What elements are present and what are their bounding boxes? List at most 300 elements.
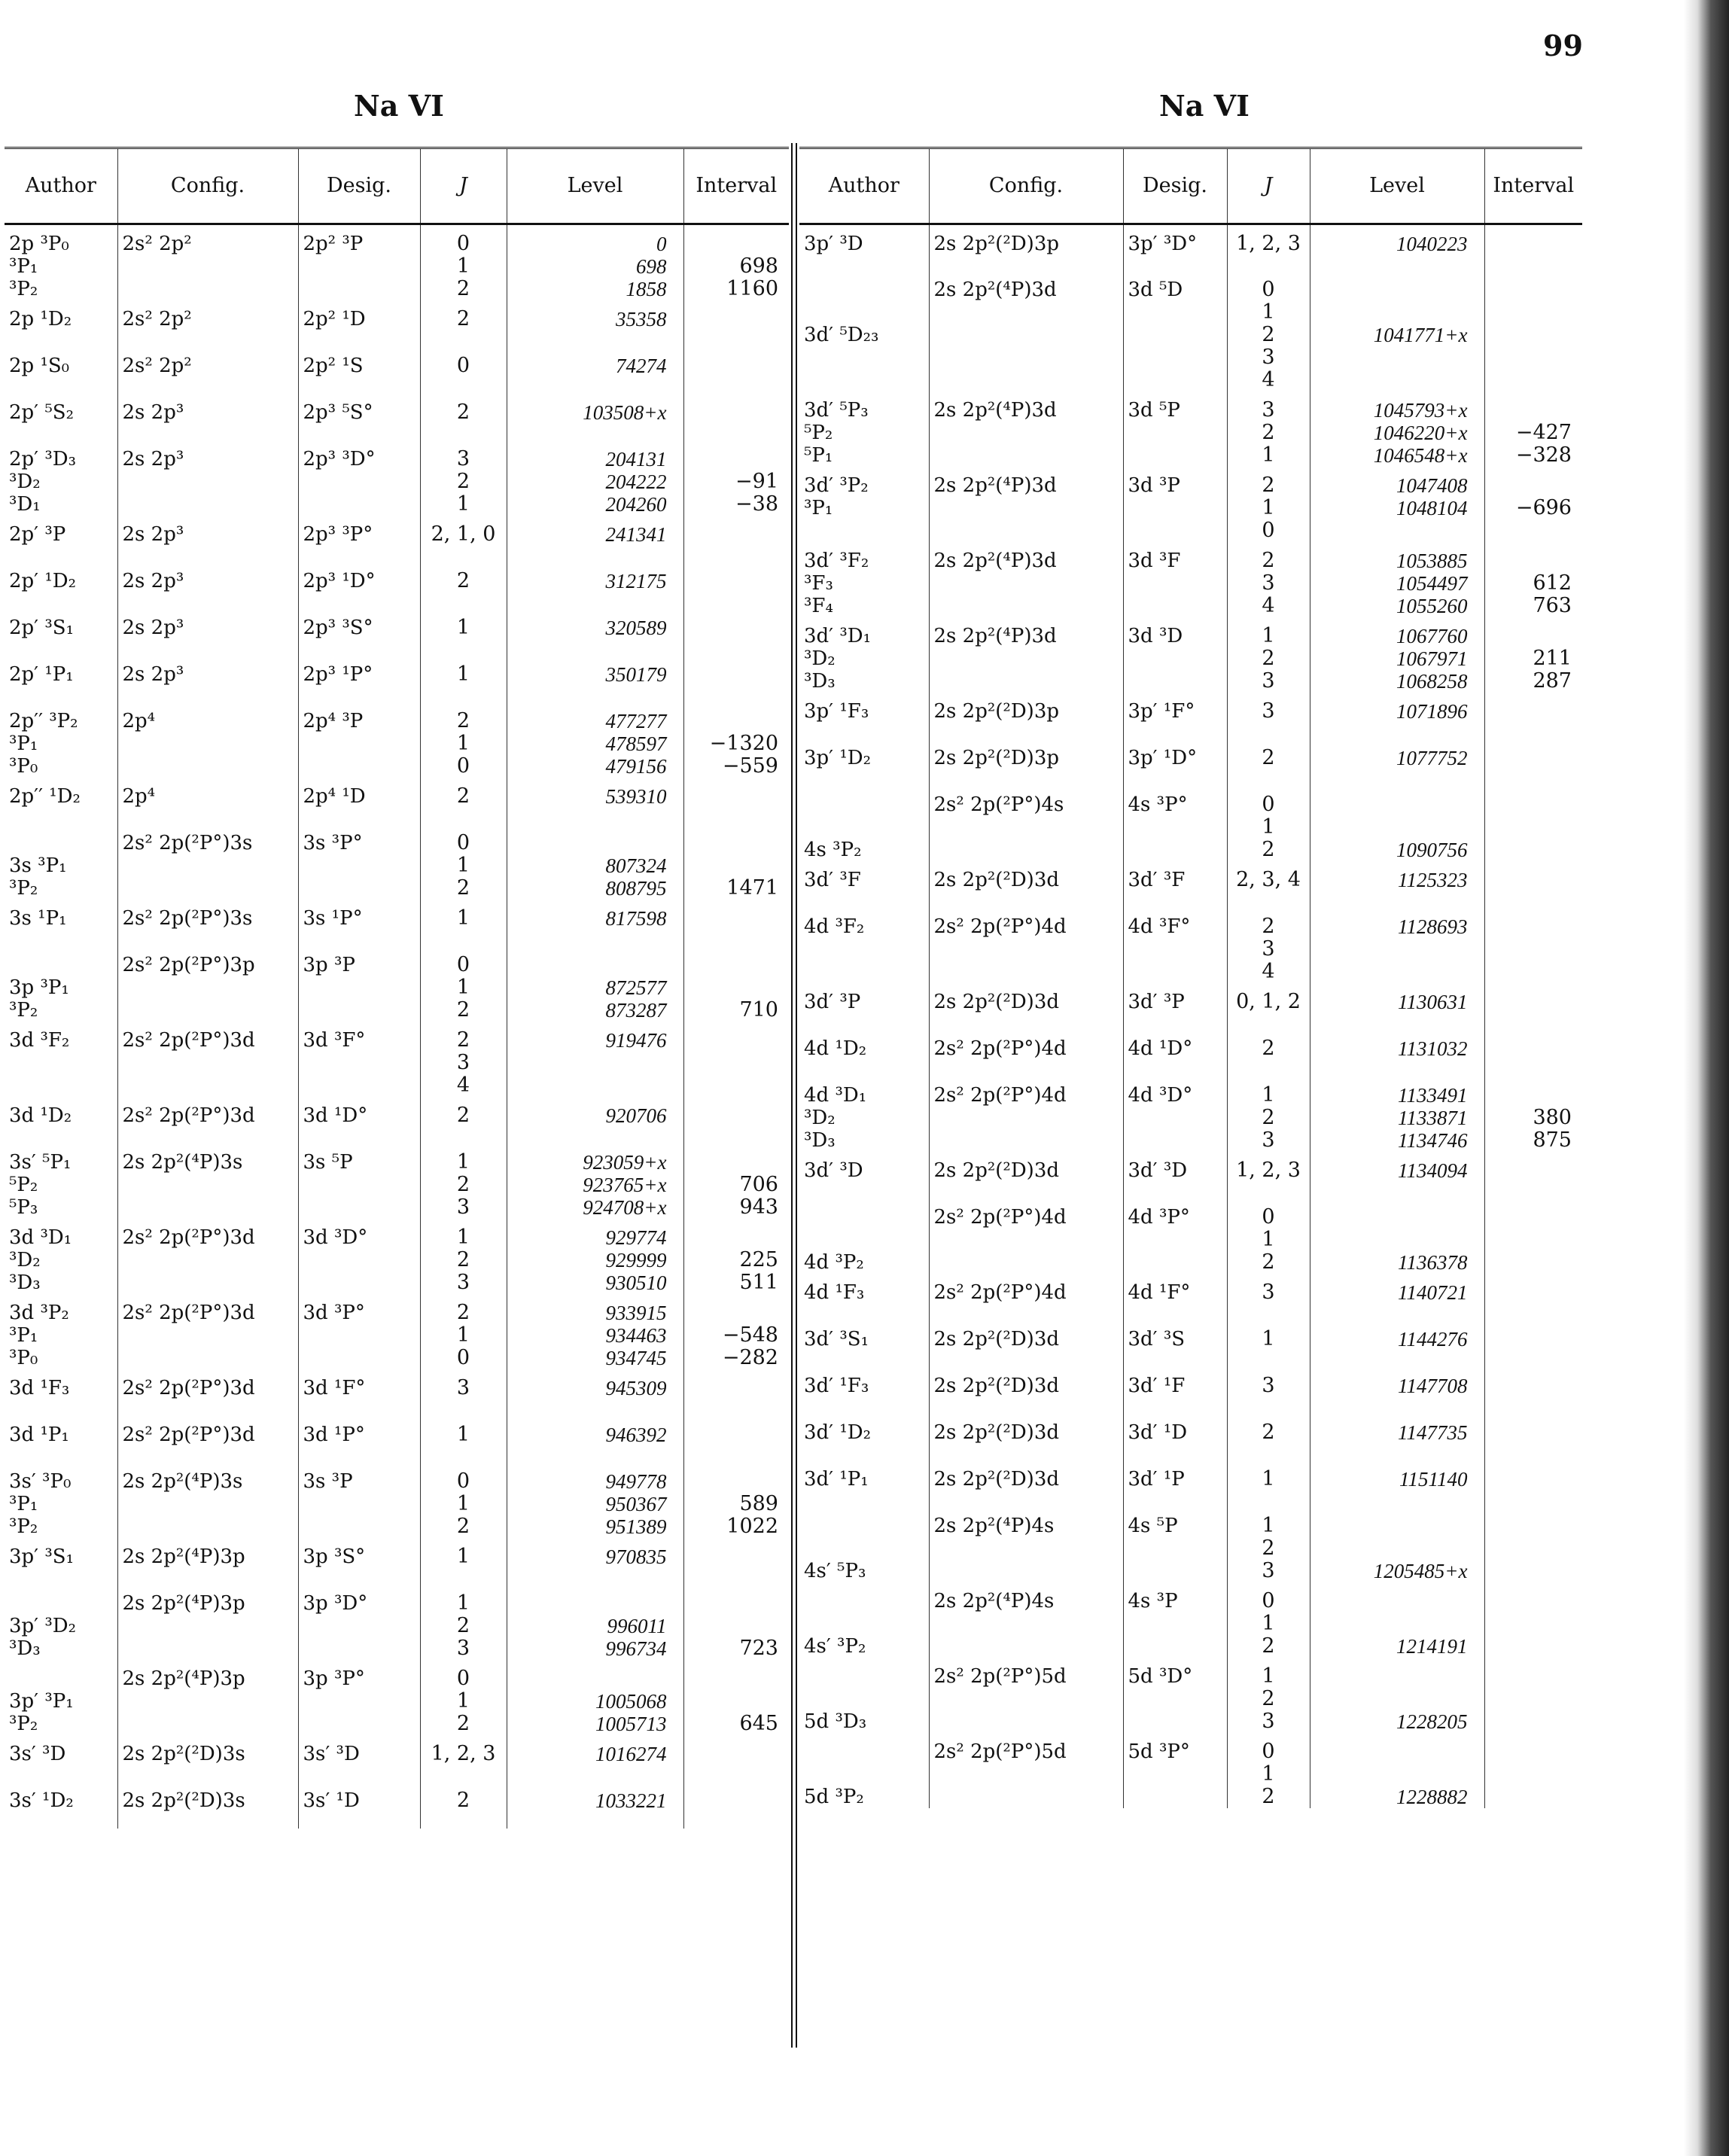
- cell-author: 3d′ ³D₁ ³D₂ ³D₃: [804, 624, 872, 693]
- cell-j: 2 1 0: [420, 702, 507, 778]
- cell-interval: [1484, 271, 1582, 391]
- cell-desig: 3d ³F: [1123, 542, 1227, 617]
- cell-level: 970835: [507, 1538, 683, 1585]
- cell-desig: 4s ³P: [1123, 1582, 1227, 1658]
- cell-j: 3 2 1: [420, 440, 507, 516]
- cell-interval: [683, 516, 789, 562]
- cell-interval: [683, 1735, 789, 1782]
- cell-config: 2s² 2p(²P°)5d: [929, 1733, 1123, 1808]
- cell-author: 3d ³P₂ ³P₁ ³P₀: [9, 1302, 69, 1369]
- cell-desig: 3s ¹P°: [298, 900, 420, 946]
- cell-interval: 710: [683, 946, 789, 1022]
- cell-level: 1214191: [1310, 1582, 1484, 1658]
- left-col-header-config: Config.: [117, 148, 298, 224]
- cell-interval: −91 −38: [683, 440, 789, 516]
- cell-interval: −427 −328: [1484, 391, 1582, 467]
- cell-level: 919476: [507, 1022, 683, 1097]
- left-col-header-level: Level: [507, 148, 683, 224]
- cell-j: 1: [1227, 1460, 1310, 1507]
- cell-author: 3s′ ¹D₂: [9, 1789, 74, 1812]
- cell-desig: 2p³ ³D°: [298, 440, 420, 516]
- cell-interval: −1320 −559: [683, 702, 789, 778]
- cell-author: 2p′ ³P: [9, 523, 66, 546]
- cell-author: 3p′ ³D: [804, 233, 863, 255]
- cell-j: 1 2 3: [1227, 1507, 1310, 1582]
- cell-config: 2s 2p³: [117, 516, 298, 562]
- cell-interval: 589 1022: [683, 1463, 789, 1538]
- cell-desig: 4s ⁵P: [1123, 1507, 1227, 1582]
- cell-level: 1047408 1048104: [1310, 467, 1484, 542]
- cell-config: 2s² 2p²: [117, 224, 298, 301]
- cell-interval: 211 287: [1484, 617, 1582, 693]
- cell-level: 35358: [507, 300, 683, 347]
- cell-level: 996011 996734: [507, 1585, 683, 1660]
- cell-author: 3d′ ³F: [804, 868, 861, 891]
- cell-level: 241341: [507, 516, 683, 562]
- table-row: [5, 1416, 789, 1463]
- cell-author: 3d ¹P₁: [9, 1424, 69, 1446]
- scan-edge-shadow: [1684, 0, 1729, 2156]
- cell-author: 3s′ ⁵P₁ ⁵P₂ ⁵P₃: [9, 1151, 72, 1219]
- cell-config: 2s 2p²(²D)3s: [117, 1735, 298, 1782]
- cell-interval: [683, 1782, 789, 1829]
- cell-desig: 3d ⁵P: [1123, 391, 1227, 467]
- cell-interval: [1484, 693, 1582, 739]
- table-row: [5, 778, 789, 824]
- cell-interval: 225 511: [683, 1219, 789, 1294]
- cell-level: 1228882: [1310, 1733, 1484, 1808]
- cell-j: 1: [420, 900, 507, 946]
- cell-desig: 3d ¹P°: [298, 1416, 420, 1463]
- cell-author: 4d ³P₂: [804, 1250, 864, 1274]
- table-row: [5, 516, 789, 562]
- cell-j: 1: [420, 656, 507, 702]
- cell-config: 2s² 2p²: [117, 300, 298, 347]
- cell-interval: [1484, 908, 1582, 983]
- table-row: [5, 1735, 789, 1782]
- cell-interval: 706 943: [683, 1143, 789, 1219]
- cell-desig: 2p² ¹D: [298, 300, 420, 347]
- right-col-header-config: Config.: [929, 148, 1123, 224]
- table-row: [799, 1658, 1582, 1733]
- cell-j: 1: [420, 1538, 507, 1585]
- cell-author: 3d′ ³P: [804, 990, 861, 1013]
- cell-j: 2: [420, 1097, 507, 1143]
- cell-config: 2s 2p²(⁴P)3d: [929, 542, 1123, 617]
- cell-desig: 2p³ ⁵S°: [298, 394, 420, 440]
- cell-level: 1128693: [1310, 908, 1484, 983]
- cell-desig: 4d ³P°: [1123, 1198, 1227, 1274]
- cell-config: 2s 2p²(⁴P)3d: [929, 617, 1123, 693]
- cell-author: 2p ¹D₂: [9, 308, 72, 330]
- cell-j: 1: [420, 609, 507, 656]
- cell-desig: 3s ⁵P: [298, 1143, 420, 1219]
- cell-config: 2s² 2p(²P°)4d: [929, 1030, 1123, 1076]
- table-row: [799, 786, 1582, 861]
- cell-desig: 3p′ ³D°: [1123, 224, 1227, 271]
- table-row: [5, 1585, 789, 1660]
- cell-level: 872577 873287: [507, 946, 683, 1022]
- cell-config: 2s² 2p(²P°)3d: [117, 1369, 298, 1416]
- cell-author: 2p′ ³D₃ ³D₂ ³D₁: [9, 448, 77, 516]
- cell-desig: 3s′ ¹D: [298, 1782, 420, 1829]
- cell-desig: 3d ³F°: [298, 1022, 420, 1097]
- cell-desig: 3d′ ³S: [1123, 1320, 1227, 1367]
- cell-j: 0 1 2: [1227, 1733, 1310, 1808]
- cell-level: 1040223: [1310, 224, 1484, 271]
- cell-author: 2p′′ ¹D₂: [9, 785, 81, 808]
- table-row: [799, 1507, 1582, 1582]
- cell-j: 2 1 0: [420, 1294, 507, 1369]
- cell-level: 1147708: [1310, 1367, 1484, 1414]
- table-row: [799, 1198, 1582, 1274]
- left-col-header-j: J: [420, 148, 507, 224]
- cell-config: 2p⁴: [117, 702, 298, 778]
- cell-level: 946392: [507, 1416, 683, 1463]
- cell-author: 3s′ ³P₀ ³P₁ ³P₂: [9, 1470, 72, 1538]
- cell-level: 1151140: [1310, 1460, 1484, 1507]
- table-row: [5, 946, 789, 1022]
- cell-interval: [1484, 1152, 1582, 1198]
- cell-desig: 3p ³P°: [298, 1660, 420, 1735]
- cell-desig: 3d ³P°: [298, 1294, 420, 1369]
- cell-config: 2s² 2p(²P°)4d: [929, 908, 1123, 983]
- cell-j: 2: [420, 300, 507, 347]
- cell-interval: 645: [683, 1660, 789, 1735]
- cell-desig: 2p³ ³S°: [298, 609, 420, 656]
- cell-j: 2: [1227, 739, 1310, 786]
- cell-config: 2s 2p²(⁴P)3d: [929, 271, 1123, 391]
- cell-j: 0 1 2: [1227, 786, 1310, 861]
- cell-interval: 612 763: [1484, 542, 1582, 617]
- cell-j: 1, 2, 3: [1227, 224, 1310, 271]
- cell-author: 3s ¹P₁: [9, 907, 67, 930]
- cell-config: 2s² 2p(²P°)3d: [117, 1416, 298, 1463]
- cell-author: 4s′ ⁵P₃: [804, 1559, 866, 1582]
- cell-level: 1136378: [1310, 1198, 1484, 1274]
- cell-level: 1067760 1067971 1068258: [1310, 617, 1484, 693]
- table-row: [799, 908, 1582, 983]
- cell-config: 2s 2p³: [117, 440, 298, 516]
- cell-author: 4d ¹D₂: [804, 1037, 867, 1060]
- cell-desig: 2p² ³P: [298, 224, 420, 301]
- table-row: [799, 1030, 1582, 1076]
- cell-desig: 3p ³D°: [298, 1585, 420, 1660]
- cell-desig: 3p ³S°: [298, 1538, 420, 1585]
- cell-desig: 3s′ ³D: [298, 1735, 420, 1782]
- cell-level: 1077752: [1310, 739, 1484, 786]
- table-row: [5, 656, 789, 702]
- cell-interval: [683, 900, 789, 946]
- table-row: [5, 1143, 789, 1219]
- cell-config: 2s 2p²(⁴P)3s: [117, 1463, 298, 1538]
- table-row: [799, 617, 1582, 693]
- table-row: [799, 271, 1582, 391]
- cell-interval: [1484, 739, 1582, 786]
- cell-j: 2: [420, 562, 507, 609]
- cell-j: 1, 2, 3: [420, 1735, 507, 1782]
- cell-j: 2: [1227, 1030, 1310, 1076]
- cell-level: 945309: [507, 1369, 683, 1416]
- cell-config: 2s² 2p(²P°)3d: [117, 1097, 298, 1143]
- left-col-header-interval: Interval: [683, 148, 789, 224]
- cell-j: 0 1 2 3 4: [1227, 271, 1310, 391]
- cell-author: 5d ³P₂: [804, 1785, 864, 1808]
- table-row: [5, 1538, 789, 1585]
- cell-j: 2 3 4: [420, 1022, 507, 1097]
- table-row: [5, 1219, 789, 1294]
- table-row: [5, 562, 789, 609]
- table-row: [799, 1460, 1582, 1507]
- cell-interval: −548 −282: [683, 1294, 789, 1369]
- cell-j: 0 1 2: [420, 946, 507, 1022]
- page-number: 99: [1543, 29, 1583, 62]
- cell-level: 949778 950367 951389: [507, 1463, 683, 1538]
- cell-interval: [683, 1369, 789, 1416]
- cell-config: 2s 2p²(²D)3d: [929, 983, 1123, 1030]
- table-row: [799, 693, 1582, 739]
- cell-config: 2s 2p²(²D)3p: [929, 739, 1123, 786]
- table-row: [799, 467, 1582, 542]
- cell-author: 2p′ ⁵S₂: [9, 401, 75, 424]
- cell-level: 1130631: [1310, 983, 1484, 1030]
- cell-config: 2s 2p²(²D)3d: [929, 1152, 1123, 1198]
- cell-desig: 2p⁴ ³P: [298, 702, 420, 778]
- cell-config: 2s² 2p(²P°)4d: [929, 1274, 1123, 1320]
- cell-config: 2s 2p²(²D)3p: [929, 693, 1123, 739]
- table-row: [799, 739, 1582, 786]
- table-row: [799, 1274, 1582, 1320]
- cell-author: 3p′ ¹F₃: [804, 699, 869, 723]
- table-row: [799, 224, 1582, 271]
- table-row: [5, 1660, 789, 1735]
- cell-desig: 4d ¹F°: [1123, 1274, 1227, 1320]
- cell-desig: 3p′ ¹F°: [1123, 693, 1227, 739]
- cell-j: 3: [1227, 693, 1310, 739]
- cell-config: 2s² 2p²: [117, 347, 298, 394]
- table-row: [799, 1152, 1582, 1198]
- left-table-container: [5, 147, 789, 1829]
- page-title-left: Na VI: [354, 89, 444, 123]
- cell-j: 1 2 3: [1227, 1658, 1310, 1733]
- cell-config: 2s 2p²(²D)3d: [929, 1367, 1123, 1414]
- cell-desig: 4d ¹D°: [1123, 1030, 1227, 1076]
- table-row: [799, 1076, 1582, 1152]
- cell-level: 817598: [507, 900, 683, 946]
- cell-author: 4s′ ³P₂: [804, 1634, 866, 1658]
- cell-j: 2: [420, 778, 507, 824]
- cell-level: 539310: [507, 778, 683, 824]
- cell-interval: [1484, 786, 1582, 861]
- right-col-header-j: J: [1227, 148, 1310, 224]
- cell-j: 3 2 1: [1227, 391, 1310, 467]
- cell-author: 4d ¹F₃: [804, 1281, 865, 1304]
- cell-config: 2s² 2p(²P°)3d: [117, 1022, 298, 1097]
- cell-config: 2s² 2p(²P°)4d: [929, 1198, 1123, 1274]
- cell-config: 2s² 2p(²P°)3d: [117, 1294, 298, 1369]
- cell-config: 2s 2p³: [117, 562, 298, 609]
- left-col-header-author: Author: [5, 148, 117, 224]
- cell-interval: [683, 347, 789, 394]
- cell-level: 1140721: [1310, 1274, 1484, 1320]
- cell-j: 1 2 3: [420, 1585, 507, 1660]
- cell-config: 2s² 2p(²P°)4d: [929, 1076, 1123, 1152]
- cell-config: 2s 2p²(²D)3d: [929, 1414, 1123, 1460]
- cell-interval: [1484, 224, 1582, 271]
- cell-level: 929774 929999 930510: [507, 1219, 683, 1294]
- cell-desig: 3d ¹D°: [298, 1097, 420, 1143]
- cell-level: 350179: [507, 656, 683, 702]
- cell-level: 1005068 1005713: [507, 1660, 683, 1735]
- cell-author: 3d ¹D₂: [9, 1104, 72, 1127]
- cell-author: 3d′ ¹P₁: [804, 1467, 869, 1491]
- cell-j: 2, 3, 4: [1227, 861, 1310, 908]
- cell-author: 4d ³F₂: [804, 915, 865, 938]
- cell-level: 1134094: [1310, 1152, 1484, 1198]
- right-col-header-interval: Interval: [1484, 148, 1582, 224]
- cell-level: 1045793+x 1046220+x 1046548+x: [1310, 391, 1484, 467]
- cell-j: 1 2 3: [1227, 1076, 1310, 1152]
- cell-author: 3d′ ³P₂ ³P₁: [804, 474, 869, 519]
- table-row: [5, 1369, 789, 1416]
- cell-author: 2p ³P₀ ³P₁ ³P₂: [9, 233, 69, 300]
- cell-author: 3d′ ³D: [804, 1159, 863, 1182]
- cell-interval: [683, 300, 789, 347]
- cell-interval: [1484, 1030, 1582, 1076]
- cell-config: 2s 2p²(⁴P)4s: [929, 1507, 1123, 1582]
- cell-desig: 3s ³P°: [298, 824, 420, 900]
- cell-j: 2 1 0: [1227, 467, 1310, 542]
- cell-interval: [1484, 1198, 1582, 1274]
- cell-desig: 2p³ ¹P°: [298, 656, 420, 702]
- table-row: [5, 1097, 789, 1143]
- cell-interval: [683, 562, 789, 609]
- cell-desig: 3d′ ³F: [1123, 861, 1227, 908]
- cell-desig: 2p³ ¹D°: [298, 562, 420, 609]
- cell-desig: 3d′ ³P: [1123, 983, 1227, 1030]
- cell-interval: 1471: [683, 824, 789, 900]
- cell-desig: 5d ³P°: [1123, 1733, 1227, 1808]
- cell-author: 4d ³D₁ ³D₂ ³D₃: [804, 1083, 867, 1152]
- cell-j: 3: [420, 1369, 507, 1416]
- cell-j: 1: [1227, 1320, 1310, 1367]
- table-row: [5, 300, 789, 347]
- cell-interval: [1484, 1367, 1582, 1414]
- cell-j: 0 1 2: [420, 824, 507, 900]
- cell-config: 2s 2p²(²D)3d: [929, 861, 1123, 908]
- cell-j: 0, 1, 2: [1227, 983, 1310, 1030]
- cell-author: 3s′ ³D: [9, 1743, 66, 1765]
- cell-config: 2s 2p²(⁴P)3s: [117, 1143, 298, 1219]
- cell-level: 1133491 1133871 1134746: [1310, 1076, 1484, 1152]
- cell-config: 2s 2p²(²D)3d: [929, 1320, 1123, 1367]
- cell-j: 0 1 2: [420, 1463, 507, 1538]
- cell-author: 3d′ ¹F₃: [804, 1374, 869, 1397]
- cell-level: 1016274: [507, 1735, 683, 1782]
- cell-level: 807324 808795: [507, 824, 683, 900]
- cell-interval: [1484, 861, 1582, 908]
- cell-desig: 3d′ ¹F: [1123, 1367, 1227, 1414]
- cell-level: 1033221: [507, 1782, 683, 1829]
- cell-desig: 3p′ ¹D°: [1123, 739, 1227, 786]
- cell-level: 1071896: [1310, 693, 1484, 739]
- table-row: [5, 900, 789, 946]
- cell-author: 5d ³D₃: [804, 1710, 867, 1733]
- cell-author: 3d ¹F₃: [9, 1377, 70, 1399]
- cell-author: 3d ³F₂: [9, 1029, 70, 1052]
- right-table-container: [799, 147, 1582, 1808]
- cell-j: 0 1 2: [420, 1660, 507, 1735]
- cell-desig: 3d′ ¹P: [1123, 1460, 1227, 1507]
- cell-j: 3: [1227, 1274, 1310, 1320]
- right-energy-levels-table: [799, 147, 1582, 1808]
- cell-j: 1: [420, 1416, 507, 1463]
- cell-desig: 3d′ ³D: [1123, 1152, 1227, 1198]
- cell-author: 3p ³P₁ ³P₂: [9, 976, 69, 1022]
- cell-j: 0 1 2: [1227, 1582, 1310, 1658]
- cell-level: 923059+x 923765+x 924708+x: [507, 1143, 683, 1219]
- cell-j: 0 1 2: [1227, 1198, 1310, 1274]
- cell-interval: [1484, 1582, 1582, 1658]
- table-row: [5, 394, 789, 440]
- cell-config: 2s 2p²(⁴P)4s: [929, 1582, 1123, 1658]
- cell-j: 2: [420, 394, 507, 440]
- cell-author: 2p′ ³S₁: [9, 617, 75, 639]
- cell-desig: 2p³ ³P°: [298, 516, 420, 562]
- cell-j: 2 3 4: [1227, 542, 1310, 617]
- cell-j: 1 2 3: [1227, 617, 1310, 693]
- cell-config: 2s 2p²(⁴P)3p: [117, 1660, 298, 1735]
- cell-level: 933915 934463 934745: [507, 1294, 683, 1369]
- cell-j: 3: [1227, 1367, 1310, 1414]
- cell-config: 2p⁴: [117, 778, 298, 824]
- cell-interval: [1484, 1460, 1582, 1507]
- table-row: [5, 224, 789, 301]
- cell-interval: [1484, 1733, 1582, 1808]
- cell-interval: [683, 1097, 789, 1143]
- cell-level: 1131032: [1310, 1030, 1484, 1076]
- cell-level: 1053885 1054497 1055260: [1310, 542, 1484, 617]
- cell-config: 2s² 2p(²P°)5d: [929, 1658, 1123, 1733]
- table-row: [5, 1463, 789, 1538]
- table-row: [799, 1414, 1582, 1460]
- cell-author: 4s ³P₂: [804, 838, 862, 861]
- cell-interval: 698 1160: [683, 224, 789, 301]
- cell-desig: 4d ³D°: [1123, 1076, 1227, 1152]
- cell-interval: [683, 609, 789, 656]
- cell-author: 3d′ ⁵D₂₃: [804, 323, 879, 346]
- table-row: [799, 1367, 1582, 1414]
- left-col-header-desig: Desig.: [298, 148, 420, 224]
- table-row: [5, 440, 789, 516]
- cell-level: 1125323: [1310, 861, 1484, 908]
- cell-config: 2s 2p³: [117, 394, 298, 440]
- right-col-header-desig: Desig.: [1123, 148, 1227, 224]
- table-row: [799, 1582, 1582, 1658]
- cell-interval: [683, 1022, 789, 1097]
- table-row: [5, 824, 789, 900]
- cell-desig: 5d ³D°: [1123, 1658, 1227, 1733]
- table-row: [5, 1782, 789, 1829]
- cell-desig: 3d ³D: [1123, 617, 1227, 693]
- cell-j: 2 3 4: [1227, 908, 1310, 983]
- cell-desig: 3d ⁵D: [1123, 271, 1227, 391]
- cell-interval: [1484, 1507, 1582, 1582]
- cell-desig: 2p⁴ ¹D: [298, 778, 420, 824]
- cell-interval: 723: [683, 1585, 789, 1660]
- right-col-header-level: Level: [1310, 148, 1484, 224]
- cell-author: 3d′ ³F₂ ³F₃ ³F₄: [804, 549, 869, 617]
